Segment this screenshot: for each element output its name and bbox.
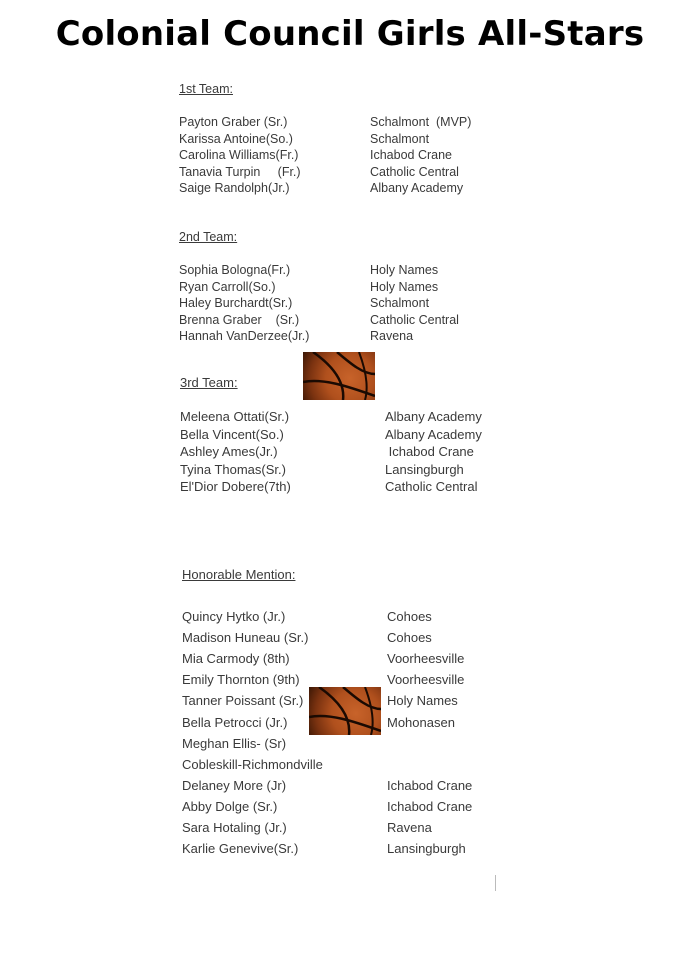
- honorable-mention-heading: Honorable Mention:: [182, 567, 296, 582]
- player-name: Meghan Ellis- (Sr): [182, 735, 287, 751]
- player-school: Catholic Central: [370, 312, 459, 327]
- player-name: Tanner Poissant (Sr.): [182, 693, 304, 709]
- page-title: Colonial Council Girls All-Stars: [55, 14, 645, 54]
- player-school: Holy Names: [370, 263, 439, 277]
- first-team-heading: 1st Team:: [179, 82, 233, 96]
- player-school: Mohonasen: [387, 714, 455, 730]
- player-school: Schalmont: [370, 296, 430, 310]
- player-name: Madison Huneau (Sr.): [182, 630, 309, 646]
- basketball-icon: [309, 687, 381, 735]
- player-name: Emily Thornton (9th): [182, 672, 300, 688]
- player-school: Voorheesville: [387, 651, 465, 667]
- player-name: Delaney More (Jr): [182, 777, 287, 793]
- player-name: Mia Carmody (8th): [182, 651, 290, 667]
- player-name: Brenna Graber (Sr.): [179, 312, 300, 327]
- player-school: Voorheesville: [387, 672, 465, 688]
- player-name: Saige Randolph(Jr.): [179, 181, 290, 195]
- player-school: Schalmont (MVP): [370, 115, 472, 129]
- basketball-icon: [303, 352, 375, 400]
- player-school: Albany Academy: [385, 409, 482, 424]
- player-name: Hannah VanDerzee(Jr.): [179, 329, 310, 343]
- player-name: Sara Hotaling (Jr.): [182, 820, 287, 835]
- player-school: Holy Names: [387, 693, 458, 709]
- player-school: Catholic Central: [370, 164, 459, 179]
- player-name: Karissa Antoine(So.): [179, 131, 293, 146]
- player-name: El'Dior Dobere(7th): [180, 479, 291, 494]
- player-name: Meleena Ottati(Sr.): [180, 409, 290, 424]
- player-school: Ravena: [370, 329, 414, 343]
- player-name: Ashley Ames(Jr.): [180, 444, 278, 459]
- player-school: Ichabod Crane: [370, 148, 453, 162]
- player-name: Quincy Hytko (Jr.): [182, 609, 286, 624]
- player-name: Sophia Bologna(Fr.): [179, 263, 291, 277]
- player-school: Lansingburgh: [385, 461, 464, 477]
- player-school: Schalmont: [370, 131, 430, 146]
- player-school: Ichabod Crane: [387, 777, 473, 793]
- player-name: Karlie Genevive(Sr.): [182, 841, 299, 857]
- second-team-heading: 2nd Team:: [179, 230, 238, 244]
- player-school: Ichabod Crane: [387, 798, 473, 814]
- player-school: Catholic Central: [385, 479, 478, 494]
- player-school: Cohoes: [387, 609, 432, 624]
- divider: [495, 875, 496, 891]
- player-name: Ryan Carroll(So.): [179, 279, 276, 294]
- player-school: Albany Academy: [385, 426, 482, 442]
- player-name: Haley Burchardt(Sr.): [179, 296, 293, 310]
- third-team-heading: 3rd Team:: [180, 375, 238, 390]
- player-name: Bella Petrocci (Jr.): [182, 714, 288, 730]
- player-name: Tanavia Turpin (Fr.): [179, 164, 301, 179]
- player-school: Albany Academy: [370, 181, 464, 195]
- player-name: Bella Vincent(So.): [180, 426, 284, 442]
- player-school: Ravena: [387, 820, 432, 835]
- player-school: Holy Names: [370, 279, 439, 294]
- player-school: Lansingburgh: [387, 841, 466, 857]
- player-school: Cohoes: [387, 630, 432, 646]
- player-name: Payton Graber (Sr.): [179, 115, 288, 129]
- player-name: Cobleskill-Richmondville: [182, 756, 323, 772]
- player-name: Abby Dolge (Sr.): [182, 798, 278, 814]
- player-name: Tyina Thomas(Sr.): [180, 461, 286, 477]
- player-name: Carolina Williams(Fr.): [179, 148, 299, 162]
- player-school: Ichabod Crane: [385, 444, 474, 459]
